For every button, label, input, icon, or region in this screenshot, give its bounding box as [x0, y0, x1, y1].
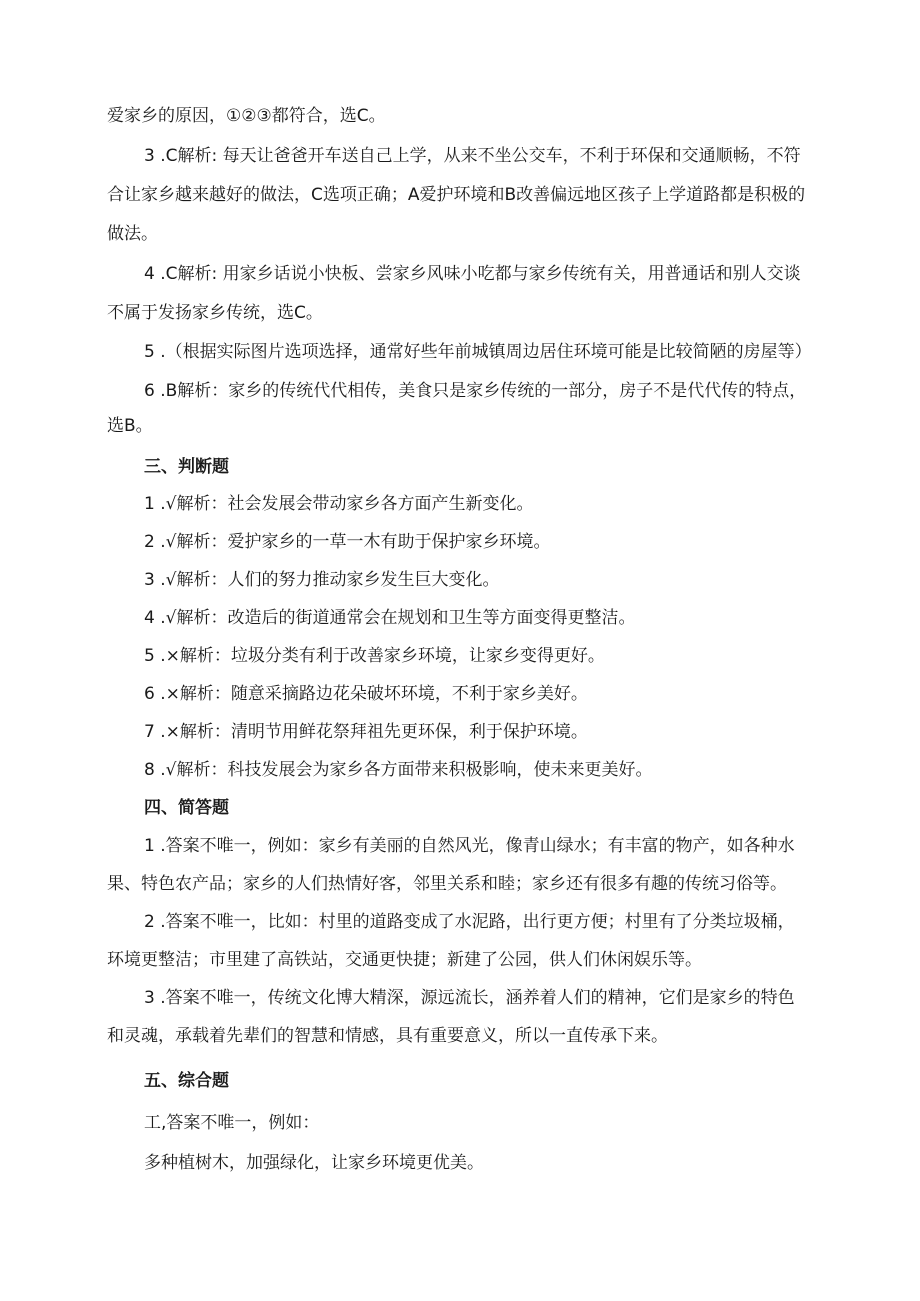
- answer-item: 8 .√解析：科技发展会为家乡各方面带来积极影响，使未来更美好。: [144, 760, 653, 780]
- answer-item: 1 .答案不唯一，例如：家乡有美丽的自然风光，像青山绿水；有丰富的物产，如各种水: [144, 836, 795, 856]
- text-line: 做法。: [107, 224, 158, 244]
- answer-item: 3 .√解析：人们的努力推动家乡发生巨大变化。: [144, 570, 500, 590]
- answer-item: 2 .√解析：爱护家乡的一草一木有助于保护家乡环境。: [144, 532, 551, 552]
- answer-item: 5 .（根据实际图片选项选择，通常好些年前城镇周边居住环境可能是比较简陋的房屋等）: [144, 342, 812, 362]
- answer-item: 4 .C解析: 用家乡话说小快板、尝家乡风味小吃都与家乡传统有关，用普通话和别人交谈: [144, 264, 801, 284]
- text-line: 合让家乡越来越好的做法，C选项正确；A爱护环境和B改善偏远地区孩子上学道路都是积极的: [107, 185, 806, 205]
- text-line: 环境更整洁；市里建了高铁站，交通更快捷；新建了公园，供人们休闲娱乐等。: [107, 950, 702, 970]
- section-heading: 四、简答题: [144, 798, 229, 818]
- answer-item: 2 .答案不唯一，比如：村里的道路变成了水泥路，出行更方便；村里有了分类垃圾桶，: [144, 912, 795, 932]
- answer-item: 5 .×解析：垃圾分类有利于改善家乡环境，让家乡变得更好。: [144, 646, 605, 666]
- answer-item: 3 .C解析: 每天让爸爸开车送自己上学，从来不坐公交车，不利于环保和交通顺畅，不符: [144, 146, 801, 166]
- section-heading: 五、综合题: [144, 1071, 229, 1091]
- answer-item: 4 .√解析：改造后的街道通常会在规划和卫生等方面变得更整洁。: [144, 608, 636, 628]
- text-line: 多种植树木，加强绿化，让家乡环境更优美。: [144, 1153, 484, 1173]
- answer-item: 工,答案不唯一，例如：: [144, 1113, 320, 1133]
- text-line: 果、特色农产品；家乡的人们热情好客，邻里关系和睦；家乡还有很多有趣的传统习俗等。: [107, 874, 787, 894]
- text-line: 爱家乡的原因，①②③都符合，选C。: [107, 106, 386, 126]
- text-line: 选B。: [107, 416, 153, 436]
- text-line: 不属于发扬家乡传统，选C。: [107, 303, 323, 323]
- section-heading: 三、判断题: [144, 457, 229, 477]
- answer-item: 7 .×解析：清明节用鲜花祭拜祖先更环保，利于保护环境。: [144, 722, 588, 742]
- answer-item: 1 .√解析：社会发展会带动家乡各方面产生新变化。: [144, 494, 534, 514]
- answer-item: 6 .×解析：随意采摘路边花朵破坏环境，不利于家乡美好。: [144, 684, 588, 704]
- answer-item: 3 .答案不唯一，传统文化博大精深，源远流长，涵养着人们的精神，它们是家乡的特色: [144, 988, 795, 1008]
- text-line: 和灵魂，承载着先辈们的智慧和情感，具有重要意义，所以一直传承下来。: [107, 1026, 668, 1046]
- answer-item: 6 .B解析：家乡的传统代代相传，美食只是家乡传统的一部分，房子不是代代传的特点，: [144, 381, 807, 401]
